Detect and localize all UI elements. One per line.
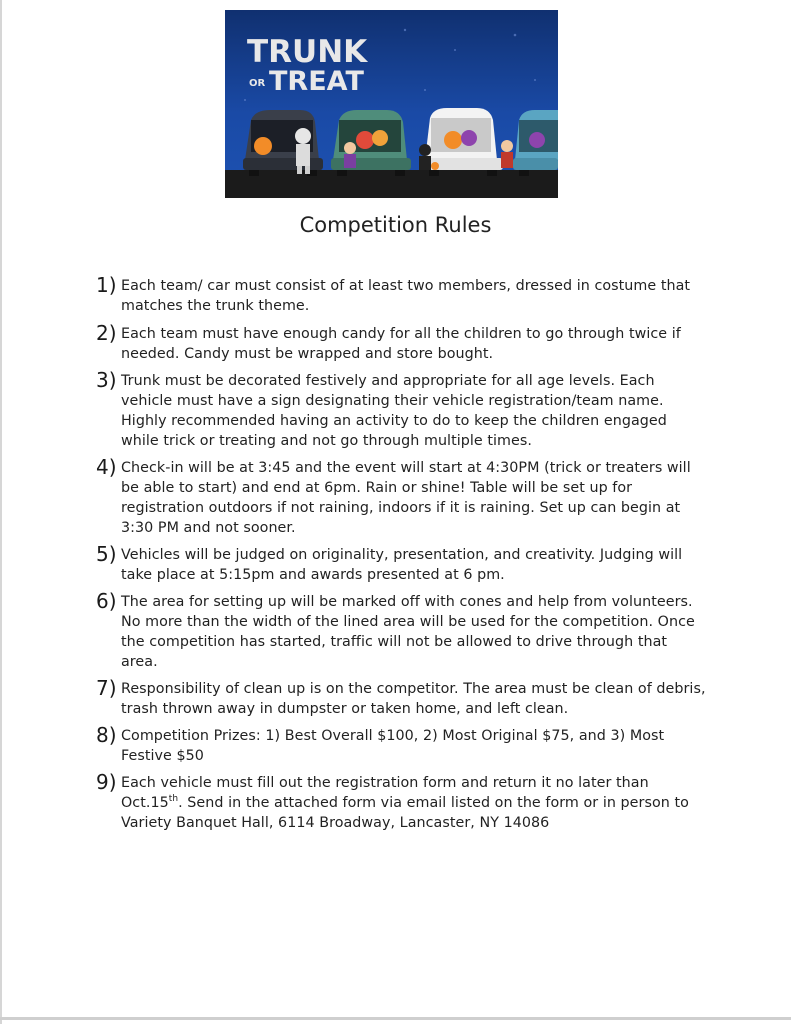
rule-number: 9) [96,770,117,794]
rule-item-6 [96,589,706,672]
rule-text-part1: Each vehicle must fill out the registration form and return it no later than Oct.15 [121,775,649,811]
rule-text: Vehicles will be judged on originality, presentation, and creativity. Judging will take place at 5:15pm and awards presented at 6 pm. [121,547,683,583]
rule-text: Check-in will be at 3:45 and the event will start at 4:30PM (trick or treaters will be able to start) and end at 6pm. Rain or shine! Table will be set up for registration outdoors if not raining, indoors if it is raining. Set up can begin at 3:30 PM and not sooner. [121,460,691,536]
page-bottom-edge [0,1017,791,1020]
rule-text: Responsibility of clean up is on the competitor. The area must be clean of debris, trash thrown away in dumpster or taken home, and left clean. [121,681,706,717]
rule-item-8 [96,723,706,766]
trunk-or-treat-banner [225,10,558,198]
rule-item-2 [96,321,706,364]
rule-text: Competition Prizes: 1) Best Overall $100, 2) Most Original $75, and 3) Most Festive $50 [121,728,665,764]
rule-number: 5) [96,542,117,566]
car-dark-icon [243,110,323,176]
rule-text: Each team/ car must consist of at least two members, dressed in costume that matches the trunk theme. [121,278,691,314]
banner-title-line2: TREAT [269,66,364,97]
rule-number: 3) [96,368,117,392]
rule-number: 2) [96,321,117,345]
banner-illustration [225,10,558,198]
rule-number: 4) [96,455,117,479]
rule-text-part2: . Send in the attached form via email listed on the form or in person to Variety Banquet Hall, 6114 Broadway, Lancaster, NY 14086 [121,795,689,831]
rule-item-5 [96,542,706,585]
rules-list [96,273,706,840]
banner-title-line1: TRUNK [247,34,368,70]
car-teal-icon [513,110,558,176]
rule-item-7 [96,676,706,719]
rule-number: 6) [96,589,117,613]
costume-kid-icon [344,142,356,168]
rule-text [121,773,706,833]
rule-item-1 [96,273,706,316]
banner-title-or: OR [249,78,266,89]
ordinal-suffix: th [168,794,179,805]
rule-text: Trunk must be decorated festively and appropriate for all age levels. Each vehicle must have a sign designating their vehicle registration/team name. Highly recommended having an activity to do to keep the children engaged while trick or treating and not go through multiple times. [121,373,667,449]
page-left-edge [0,0,2,1024]
car-green-icon [331,110,411,176]
rule-text: Each team must have enough candy for all the children to go through twice if needed. Candy must be wrapped and store bought. [121,326,681,362]
skeleton-kid-icon [501,140,513,168]
rule-item-4 [96,455,706,538]
rule-item-3 [96,368,706,451]
rule-number: 1) [96,273,117,297]
rule-number: 8) [96,723,117,747]
page-title: Competition Rules [299,213,492,237]
rule-number: 7) [96,676,117,700]
rule-item-9 [96,770,706,833]
rule-text: The area for setting up will be marked off with cones and help from volunteers. No more than the width of the lined area will be used for the competition. Once the competition has started, traffic will not be allowed to drive through that area. [121,594,695,670]
